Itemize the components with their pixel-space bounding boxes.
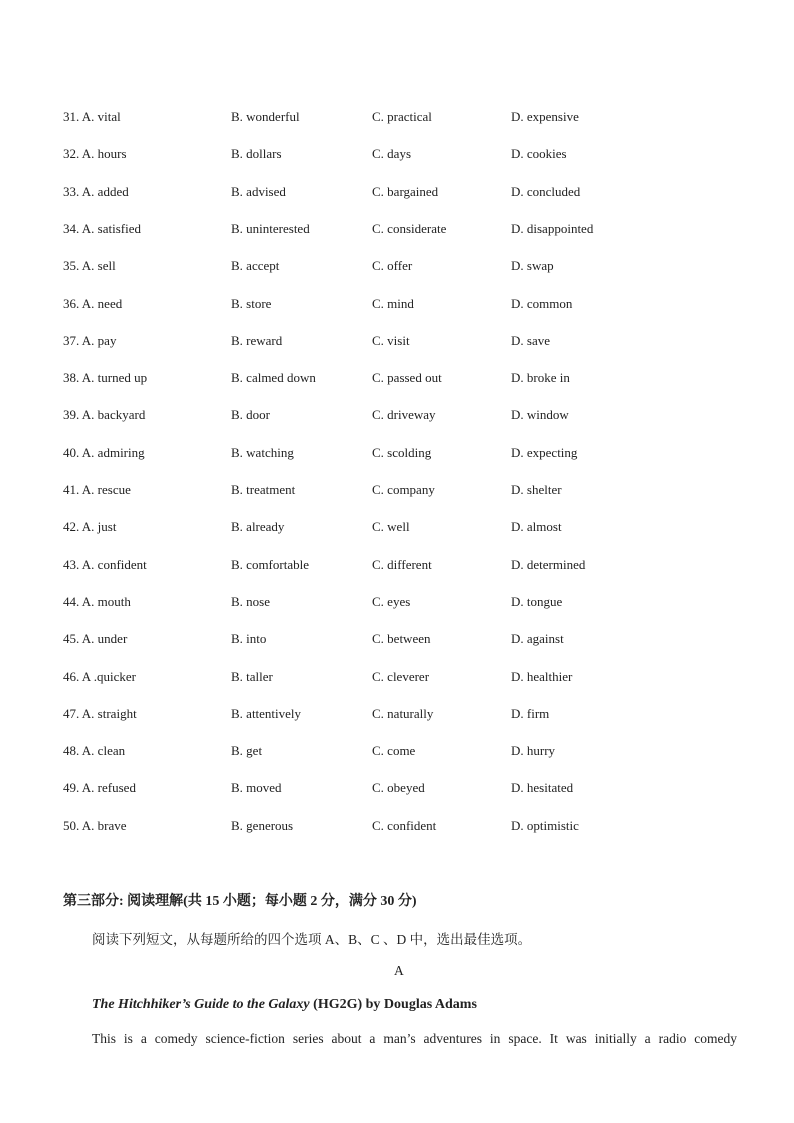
option-a [63,555,147,575]
question-row [0,480,794,500]
option-b: B. accept [231,258,280,274]
option-d: D. firm [511,705,550,721]
option-a [63,517,116,537]
option-b: B. advised [231,183,286,199]
question-number: 32. [63,146,80,162]
question-row [0,144,794,164]
option-b: B. watching [231,444,294,460]
option-d: D. swap [511,258,554,274]
option-d: D. common [511,295,573,311]
option-d: D. healthier [511,668,573,684]
option-b: B. reward [231,332,283,348]
option-d: D. save [511,332,550,348]
option-a [63,480,131,500]
question-number: 43. [63,556,80,572]
question-row [0,256,794,276]
question-row [0,443,794,463]
option-a [63,443,145,463]
option-d: D. hesitated [511,780,574,796]
question-row [0,778,794,798]
option-a-text: A. confident [81,556,147,572]
option-a [63,331,116,351]
option-a [63,405,145,425]
question-number: 31. [63,109,80,124]
passage-letter: A [394,963,404,978]
option-a-text: A. added [81,183,129,199]
option-a-text: A. straight [81,705,137,721]
question-number: 38. [63,370,80,386]
question-row [0,182,794,202]
option-a-text: A. refused [81,780,136,796]
option-c: C. between [372,631,431,647]
option-b: B. calmed down [231,370,316,386]
option-a [63,704,137,724]
option-d: D. optimistic [511,817,579,833]
option-c: C. considerate [372,220,447,236]
option-a [63,741,125,761]
reading-instruction: 阅读下列短文，从每题所给的四个选项 A、B、C 、D 中，选出最佳选项。 [92,932,532,947]
option-d: D. broke in [511,370,570,386]
question-number: 44. [63,593,80,609]
option-d: D. cookies [511,146,567,162]
option-b: B. get [231,743,263,759]
question-number: 41. [63,482,80,497]
question-number: 34. [63,220,80,236]
question-number: 49. [63,780,80,796]
passage-title-rest: (HG2G) by Douglas Adams [309,997,477,1012]
option-c: C. bargained [372,183,439,199]
option-a-text: A. hours [81,146,127,162]
option-a-text: A. brave [81,817,127,833]
question-number: 33. [63,183,80,199]
option-a [63,107,121,127]
section-heading: 第三部分: 阅读理解(共 15 小题；每小题 2 分，满分 30 分) [63,894,417,909]
option-c: C. eyes [372,593,411,609]
option-c: C. different [372,556,432,572]
option-b: B. dollars [231,146,282,162]
option-c: C. scolding [372,444,432,460]
question-row [0,555,794,575]
option-a-text: A. clean [81,743,126,759]
option-a-text: A. mouth [81,593,131,609]
option-a [63,219,141,239]
question-row [0,517,794,537]
option-b: B. moved [231,780,282,796]
question-row [0,704,794,724]
question-row [0,294,794,314]
option-b: B. generous [231,817,294,833]
option-a-text: A. just [81,519,117,535]
option-d: D. against [511,631,564,647]
question-number: 50. [63,817,80,833]
option-d: D. expensive [511,109,579,124]
option-a-text: A. vital [81,109,121,124]
option-a-text: A .quicker [81,668,136,684]
option-a [63,256,116,276]
option-a-text: A. satisfied [81,220,142,236]
option-b: B. nose [231,593,270,609]
option-a [63,592,131,612]
option-c: C. confident [372,817,437,833]
option-b: B. store [231,295,272,311]
option-a [63,182,129,202]
option-c: C. company [372,482,435,497]
option-a-text: A. need [81,295,123,311]
option-a-text: A. rescue [81,482,131,497]
question-number: 40. [63,444,80,460]
option-b: B. already [231,519,285,535]
option-c: C. come [372,743,416,759]
option-b: B. taller [231,668,273,684]
question-number: 45. [63,631,80,647]
option-a-text: A. turned up [81,370,148,386]
question-number: 47. [63,705,80,721]
option-a-text: A. backyard [81,407,146,423]
question-row [0,368,794,388]
passage-title [92,997,477,1013]
option-d: D. shelter [511,482,562,497]
question-row [0,667,794,687]
option-c: C. passed out [372,370,442,386]
option-a [63,778,136,798]
question-number: 36. [63,295,80,311]
option-a [63,816,127,836]
option-c: C. offer [372,258,413,274]
option-a-text: A. under [81,631,128,647]
question-row [0,592,794,612]
option-d: D. hurry [511,743,556,759]
option-c: C. mind [372,295,414,311]
option-c: C. driveway [372,407,436,423]
option-a-text: A. sell [81,258,116,274]
option-a [63,144,127,164]
question-number: 42. [63,519,80,535]
passage-title-italic: The Hitchhiker’s Guide to the Galaxy [92,997,310,1012]
option-c: C. visit [372,332,410,348]
question-row [0,331,794,351]
option-b: B. uninterested [231,220,310,236]
question-row [0,107,794,127]
question-row [0,741,794,761]
option-d: D. expecting [511,444,578,460]
option-a-text: A. pay [81,332,117,348]
option-c: C. naturally [372,705,434,721]
option-b: B. wonderful [231,109,300,124]
option-a [63,629,127,649]
option-d: D. concluded [511,183,581,199]
question-row [0,405,794,425]
option-b: B. treatment [231,482,296,497]
question-number: 35. [63,258,80,274]
question-number: 48. [63,743,80,759]
option-d: D. tongue [511,593,563,609]
option-c: C. obeyed [372,780,425,796]
option-b: B. door [231,407,270,423]
option-c: C. days [372,146,411,162]
option-c: C. practical [372,109,432,124]
option-d: D. window [511,407,569,423]
passage-text: This is a comedy science-fiction series about a man’s adventures in space. It was initially a radio comedy [92,1031,737,1046]
question-row [0,219,794,239]
question-number: 39. [63,407,80,423]
question-number: 37. [63,332,80,348]
option-c: C. well [372,519,410,535]
option-a-text: A. admiring [81,444,145,460]
option-b: B. attentively [231,705,302,721]
option-d: D. disappointed [511,220,594,236]
option-a [63,667,136,687]
question-row [0,629,794,649]
question-row [0,816,794,836]
option-a [63,368,147,388]
question-number: 46. [63,668,80,684]
option-d: D. almost [511,519,562,535]
option-a [63,294,122,314]
option-d: D. determined [511,556,586,572]
option-b: B. into [231,631,267,647]
option-c: C. cleverer [372,668,430,684]
option-b: B. comfortable [231,556,309,572]
